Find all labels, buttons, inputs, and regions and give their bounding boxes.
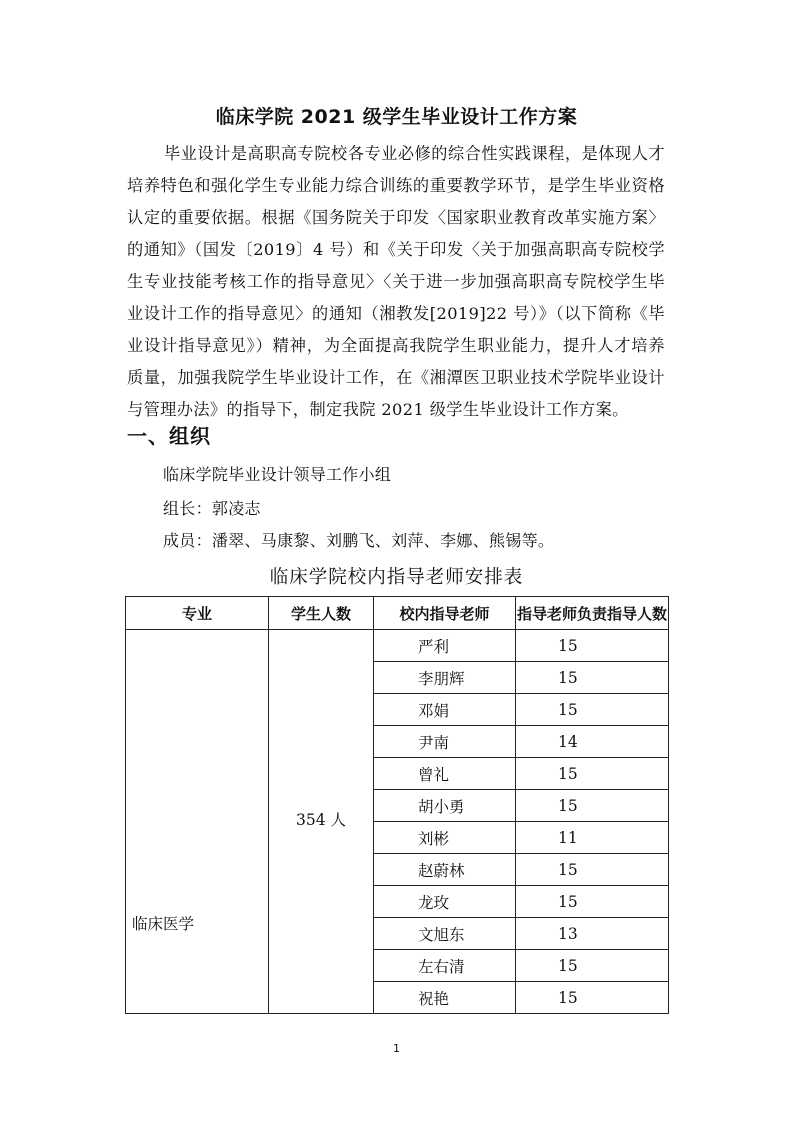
advisor-name: 赵蔚林 xyxy=(374,854,516,886)
advisor-name: 胡小勇 xyxy=(374,790,516,822)
intro-paragraph: 毕业设计是高职高专院校各专业必修的综合性实践课程，是体现人才培养特色和强化学生专业能力综合训练的重要教学环节，是学生毕业资格认定的重要依据。根据《国务院关于印发〈国家职业教育改革实施方案〉的通知》（国发〔2019〕4 号）和《关于印发〈关于加强高职高专院校学生专业技能考核工作的指导意见〉〈关于进一步加强高职高专院校学生毕业设计工作的指导意见〉的通知（湘教发[2019]22 号）》（以下简称《毕业设计指导意见》）精神，为全面提高我院学生职业能力，提升人才培养质量，加强我院学生毕业设计工作，在《湘潭医卫职业技术学院毕业设计与管理办法》的指导下，制定我院 2021 级学生毕业设计工作方案。 xyxy=(127,144,665,419)
major-cell xyxy=(126,630,269,1014)
advisee-count: 15 xyxy=(516,886,669,918)
document-title: 临床学院 2021 级学生毕业设计工作方案 xyxy=(215,106,578,128)
advisee-count: 15 xyxy=(516,790,669,822)
advisor-name: 曾礼 xyxy=(374,758,516,790)
page-number: 1 xyxy=(393,1042,400,1055)
advisor-name: 尹南 xyxy=(374,726,516,758)
advisee-count: 13 xyxy=(516,918,669,950)
major-label: 临床医学 xyxy=(132,915,195,933)
advisee-count: 14 xyxy=(516,726,669,758)
advisor-name: 李朋辉 xyxy=(374,662,516,694)
advisor-name: 严利 xyxy=(374,630,516,662)
advisor-table xyxy=(125,596,669,1014)
table-header-row xyxy=(126,597,669,630)
table-caption: 临床学院校内指导老师安排表 xyxy=(269,567,524,588)
student-count-cell xyxy=(269,630,374,1014)
advisee-count: 15 xyxy=(516,854,669,886)
advisor-name: 龙玫 xyxy=(374,886,516,918)
group-name: 临床学院毕业设计领导工作小组 xyxy=(163,465,392,484)
advisor-name: 祝艳 xyxy=(374,982,516,1014)
group-leader: 组长：郭凌志 xyxy=(163,499,261,518)
section-heading-organization: 一、组织 xyxy=(127,424,211,448)
advisee-count: 15 xyxy=(516,694,669,726)
header-major: 专业 xyxy=(126,597,269,630)
advisor-name: 刘彬 xyxy=(374,822,516,854)
advisee-count: 11 xyxy=(516,822,669,854)
advisee-count: 15 xyxy=(516,630,669,662)
table-row xyxy=(126,630,669,662)
advisee-count: 15 xyxy=(516,982,669,1014)
header-advisor: 校内指导老师 xyxy=(374,597,516,630)
advisee-count: 15 xyxy=(516,950,669,982)
advisor-name: 邓娟 xyxy=(374,694,516,726)
advisor-name: 左右清 xyxy=(374,950,516,982)
advisee-count: 15 xyxy=(516,662,669,694)
header-student-count: 学生人数 xyxy=(269,597,374,630)
group-members: 成员：潘翠、马康黎、刘鹏飞、刘萍、李娜、熊锡等。 xyxy=(163,531,555,550)
advisor-name: 文旭东 xyxy=(374,918,516,950)
header-advisee-count: 指导老师负责指导人数 xyxy=(516,597,669,630)
student-count-label: 354 人 xyxy=(295,811,346,829)
advisee-count: 15 xyxy=(516,758,669,790)
